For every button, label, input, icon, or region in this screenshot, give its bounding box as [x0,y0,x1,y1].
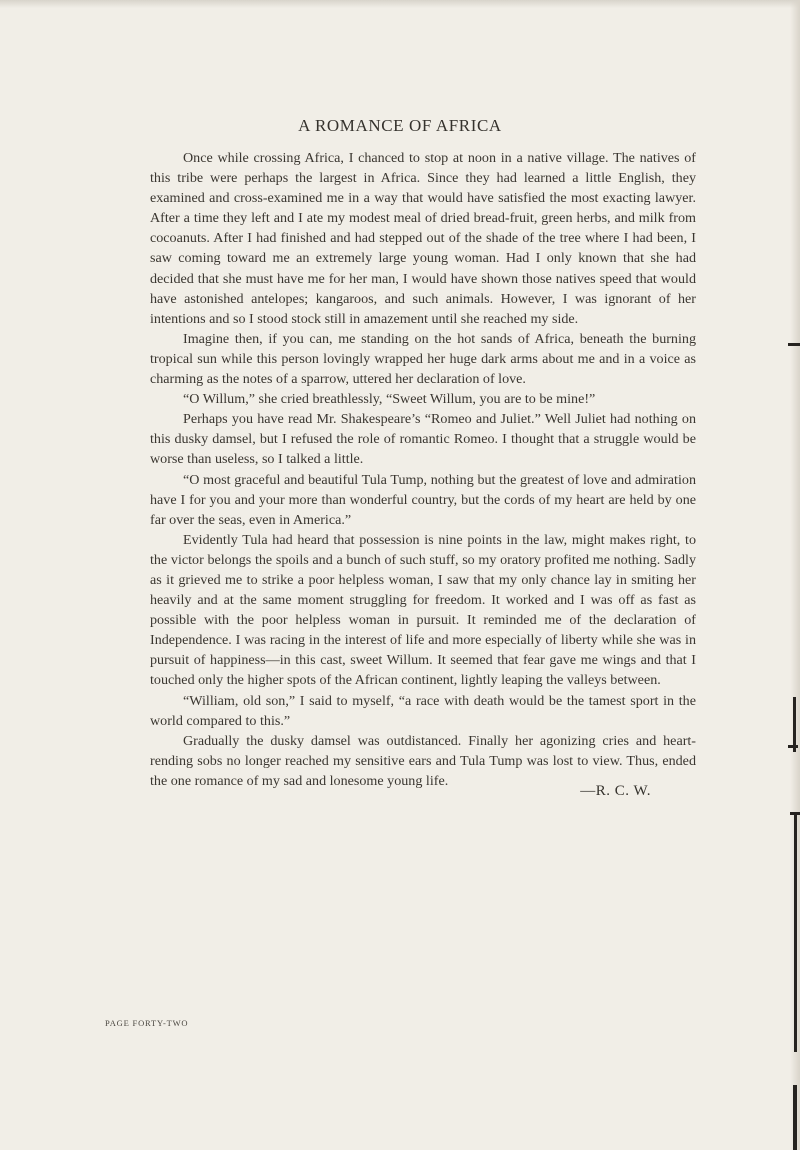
margin-mark [788,745,798,748]
page-title: A ROMANCE OF AFRICA [298,116,502,135]
paragraph: “O most graceful and beautiful Tula Tump, nothing but the greatest of love and admiration have I for you and your more than wonderful country, but the cords of my heart are held by one far over the seas, even in America.” [150,471,696,528]
paragraph: Perhaps you have read Mr. Shakespeare’s “Romeo and Juliet.” Well Juliet had nothing on this dusky damsel, but I refused the role of romantic Romeo. I thought that a struggle would be worse than useless, so I talked a little. [150,411,696,468]
margin-mark [793,1085,797,1150]
article-body [150,148,696,791]
paragraph: Imagine then, if you can, me standing on the hot sands of Africa, beneath the burning tropical sun while this person lovingly wrapped her huge dark arms about me and in a voice as charming as the notes of a sparrow, uttered her declaration of love. [150,330,696,388]
paragraph: Evidently Tula had heard that possession is nine points in the law, might makes right, to the victor belongs the spoils and a bunch of such stuff, so my oratory profited me nothing. Sadly as it grieved me to strike a poor helpless woman, I saw that my only chance lay in smiting her heavily and at the same moment struggling for freedom. It worked and I was off as fast as possible with the poor helpless woman in pursuit. It reminded me of the declaration of Independence. I was racing in the interest of life and more especially of liberty while she was in pursuit of happiness—in this cast, sweet Willum. It seemed that fear gave me wings and that I touched only the higher spots of the African continent, lightly leaping the valleys between. [150,531,696,689]
margin-mark [793,697,796,752]
paragraph: Once while crossing Africa, I chanced to stop at noon in a native village. The natives of this tribe were perhaps the largest in Africa. Since they had learned a little English, they examined and cross-examined me in a way that would have satisfied the most exacting lawyer. After a time they left and I ate my modest meal of dried bread-fruit, green herbs, and milk from cocoanuts. After I had finished and had stepped out of the shade of the tree where I had been, I saw coming toward me an extremely large young woman. Had I only known that she had decided that she must have me for her man, I would have shown those natives speed that would have astonished antelopes; kangaroos, and such animals. However, I was ignorant of her intentions and so I stood stock still in amazement until she reached my side. [150,150,696,327]
margin-mark [788,343,800,346]
paragraph: “O Willum,” she cried breathlessly, “Sweet Willum, you are to be mine!” [183,391,596,408]
margin-mark [794,812,797,1052]
page-number: PAGE FORTY-TWO [105,1018,189,1028]
paragraph: Gradually the dusky damsel was outdistanced. Finally her agonizing cries and heart-rending sobs no longer reached my sensitive ears and Tula Tump was lost to view. Thus, ended the one romance of my sad and lonesome young life. [150,732,696,789]
paragraph: “William, old son,” I said to myself, “a race with death would be the tamest sport in the world compared to this.” [150,692,696,729]
author-signature: —R. C. W. [580,783,651,799]
page-top-edge [0,0,800,8]
